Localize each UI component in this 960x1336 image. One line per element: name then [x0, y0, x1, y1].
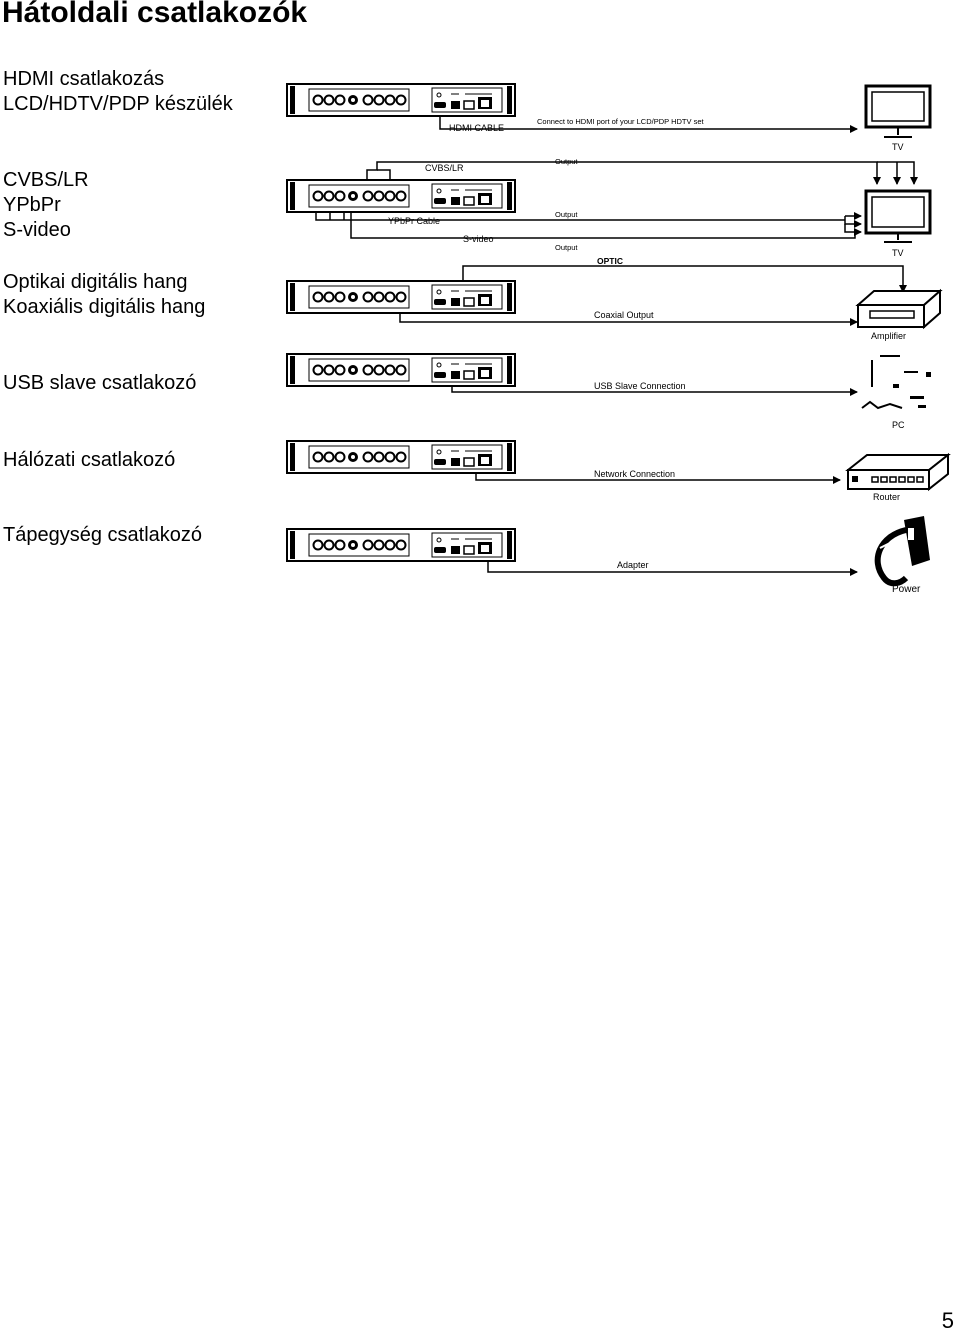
tv-label-2: TV [892, 248, 904, 258]
page-number: 5 [941, 1308, 954, 1333]
output-label-2: Output [555, 210, 578, 219]
device-panel-network [287, 441, 515, 473]
device-panel-power [287, 529, 515, 561]
adapter-label: Adapter [617, 560, 649, 570]
network-connection-label: Network Connection [594, 469, 676, 479]
tv-label-1: TV [892, 142, 904, 152]
amplifier-label: Amplifier [871, 331, 907, 341]
tv-icon-2 [866, 191, 930, 242]
usb-slave-label: USB Slave Connection [594, 381, 686, 391]
hdmi-cable-label: HDMI CABLE [449, 123, 505, 133]
section-label-hdmi: HDMI csatlakozás LCD/HDTV/PDP készülék [3, 68, 233, 115]
device-panel-optic [287, 281, 515, 313]
optic-label: OPTIC [597, 256, 623, 266]
device-panel-usb [287, 354, 515, 386]
output-label-1: Output [555, 157, 578, 166]
page-title: Hátoldali csatlakozók [2, 0, 308, 29]
section-label-cvbs-ypbpr-svideo: CVBS/LR YPbPr S-video [3, 169, 89, 241]
optic-line [463, 266, 903, 292]
router-icon [848, 455, 948, 489]
device-panel-cvbs [287, 180, 515, 212]
device-panel-hdmi [287, 84, 515, 116]
section-label-optical-coaxial: Optikai digitális hang Koaxiális digitális hang [3, 271, 206, 318]
section-label-network: Hálózati csatlakozó [3, 449, 176, 471]
tv-icon-1 [866, 86, 930, 137]
router-label: Router [873, 492, 901, 502]
output-label-3: Output [555, 243, 578, 252]
ypbpr-cable-label: YPbPr Cable [388, 216, 441, 226]
amplifier-icon [858, 291, 940, 327]
section-label-usb-slave: USB slave csatlakozó [3, 372, 197, 394]
section-label-power: Tápegység csatlakozó [3, 524, 203, 546]
hdmi-connect-label: Connect to HDMI port of your LCD/PDP HDTV set [537, 117, 704, 126]
power-adapter-icon [878, 516, 930, 583]
pc-label: PC [892, 420, 905, 430]
power-label: Power [892, 584, 921, 595]
coaxial-output-label: Coaxial Output [594, 310, 654, 320]
s-video-label: S-video [463, 234, 494, 244]
pc-icon [862, 356, 931, 408]
adapter-line [488, 561, 857, 572]
cvbs-lr-label: CVBS/LR [425, 163, 464, 173]
